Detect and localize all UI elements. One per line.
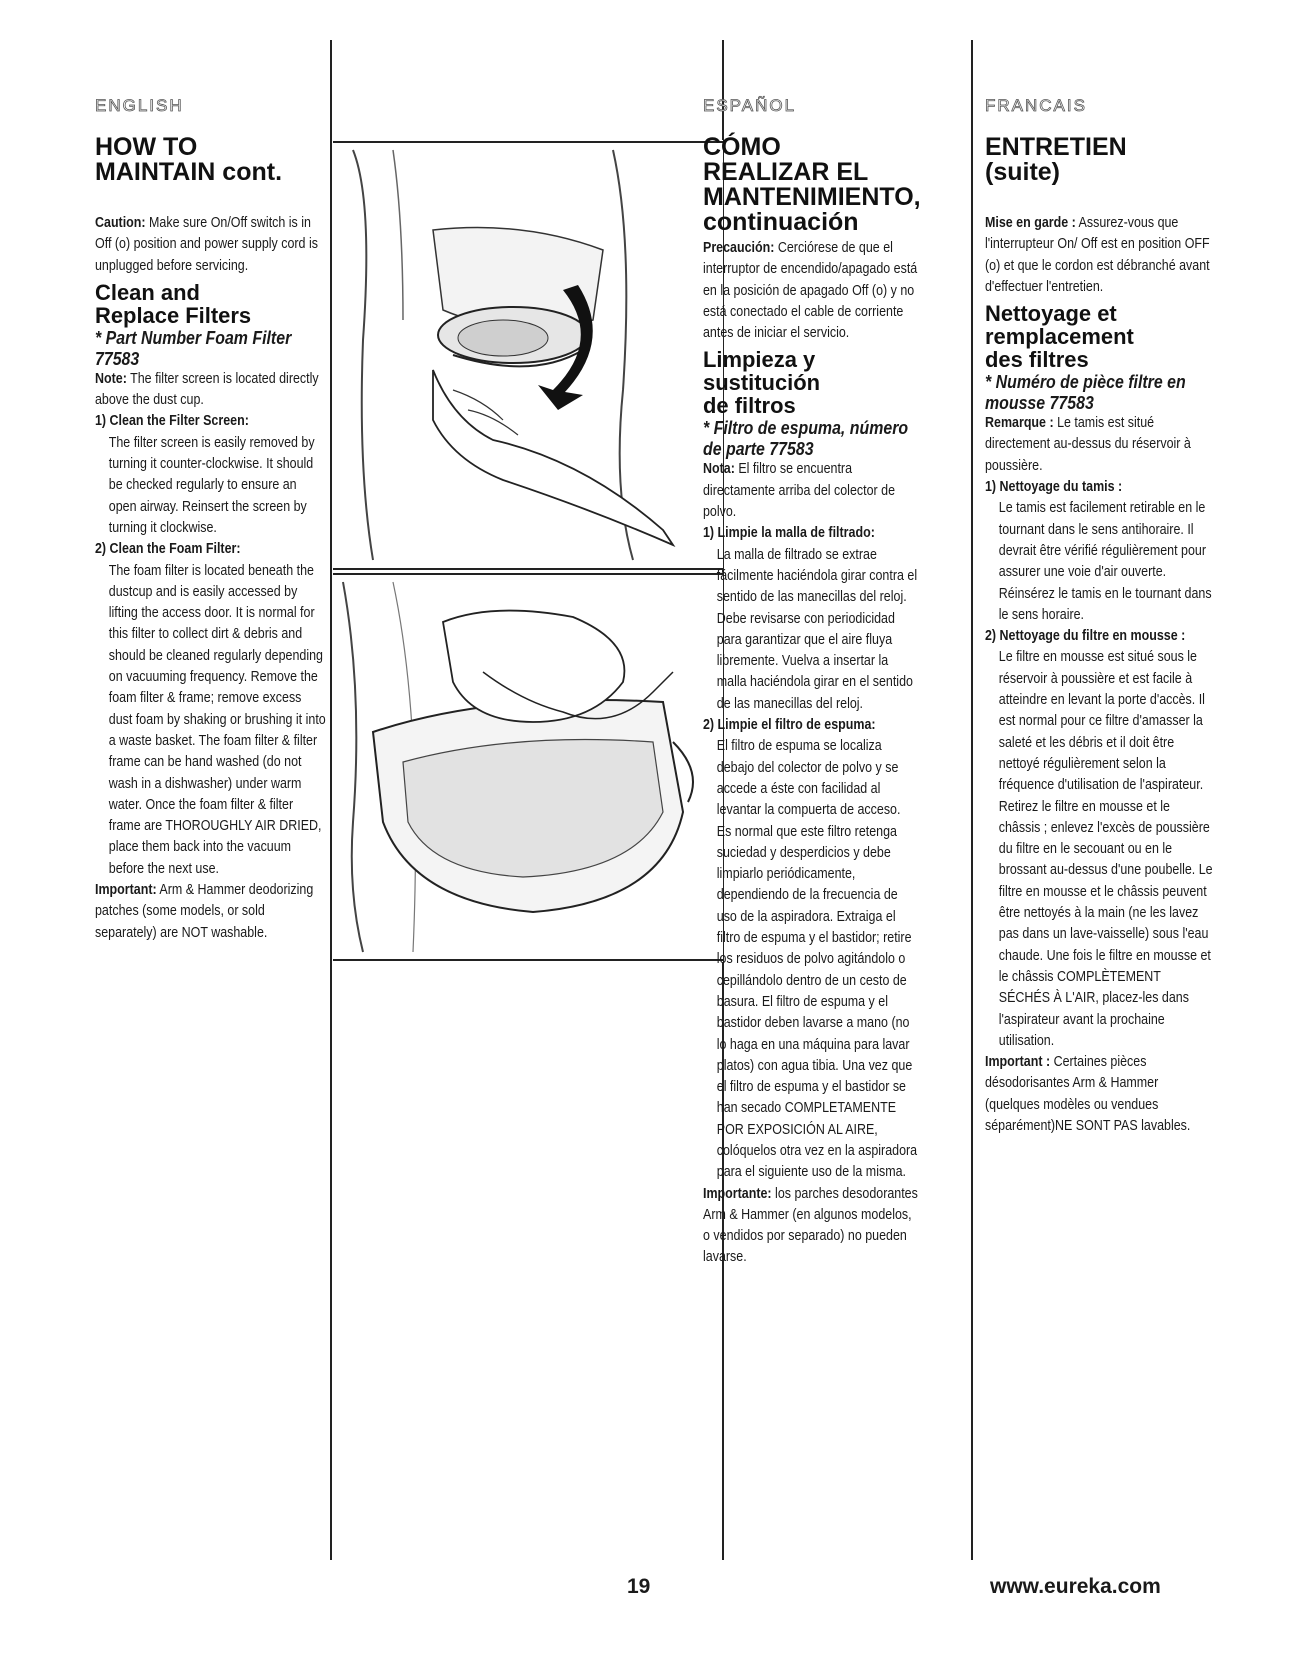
caution-label: Caution: <box>95 215 146 231</box>
important-text: Arm & Hammer deodorizing patches (some models, or sold separately) are NOT washable. <box>95 882 314 941</box>
website-url: www.eureka.com <box>990 1575 1161 1598</box>
step-2-title: 2) Limpie el filtro de espuma: <box>703 717 876 734</box>
column-divider <box>330 40 332 1560</box>
step-1-title: 1) Limpie la malla de filtrado: <box>703 525 875 542</box>
filter-screen-illustration <box>333 140 723 570</box>
page-number: 19 <box>627 1575 651 1598</box>
important-label: Important : <box>985 1054 1051 1071</box>
step-2-text: El filtro de espuma se localiza debajo del colector de polvo y se accede a éste con facilidad al levantar la compuerta de acceso. Es normal que este filtro retenga suciedad y desperdicios y debe limpiarlo periódicamente, dependiendo de la frecuencia de uso de la aspiradora. Extraiga el filtro de espuma y el bastidor; retire los residuos de polvo agitándolo o cepillándolo dentro de un cesto de basura. El filtro de espuma y el bastidor deben lavarse a mano (no lo haga en una máquina para lavar platos) con agua tibia. Una vez que el filtro de espuma y el bastidor se han secado COMPLETAMENTE POR EXPOSICIÓN AL AIRE, colóquelos otra vez en la aspiradora para el siguiente uso de la misma. <box>716 738 918 1181</box>
important-text: los parches desodorantes Arm & Hammer (en algunos modelos, o vendidos por separado) no pueden lavarse. <box>703 1185 918 1266</box>
language-label: FRANCAIS <box>985 96 1087 115</box>
section-heading: HOW TO MAINTAIN cont. <box>95 133 283 186</box>
part-number: * Numéro de pièce filtre en mousse 77583 <box>985 371 1186 414</box>
section-heading: CÓMO REALIZAR EL MANTENIMIENTO, continuación <box>703 133 921 236</box>
note-label: Note: <box>95 370 127 387</box>
step-2-title: 2) Nettoyage du filtre en mousse : <box>985 628 1186 645</box>
section-heading: ENTRETIEN (suite) <box>985 133 1127 186</box>
subsection-heading: Nettoyage et remplacement des filtres <box>985 301 1134 373</box>
important-label: Important: <box>95 882 157 899</box>
step-1-title: 1) Clean the Filter Screen: <box>95 413 249 430</box>
step-2-text: Le filtre en mousse est situé sous le réservoir à poussière et est facile à atteindre en levant la porte d'accès. Il est normal pour ce filtre d'amasser la saleté et les débris et il doit être nettoyé régulièrement selon la fréquence d'utilisation de l'aspirateur. Retirez le filtre en mousse et le châssis ; enlevez l'excès de poussière du filtre en le secouant ou en le brossant au-dessus d'une poubelle. Le filtre en mousse et le châssis peuvent être nettoyés à la main (ne les lavez pas dans un lave-vaisselle) sous l'eau chaude. Une fois le filtre en mousse et le châssis COMPLÈTEMENT SÉCHÉS À L'AIR, placez-les dans l'aspirateur avant la prochaine utilisation. <box>998 649 1213 1049</box>
spanish-body <box>703 238 918 1269</box>
step-1-text: The filter screen is easily removed by turning it counter-clockwise. It should be checked regularly to ensure an open airway. Reinsert the screen by turning it clockwise. <box>108 434 315 536</box>
note-text: Le tamis est situé directement au-dessus du réservoir à poussière. <box>985 415 1191 474</box>
note-text: The filter screen is located directly above the dust cup. <box>95 370 319 409</box>
caution-text: Make sure On/Off switch is in Off (o) position and power supply cord is unplugged before servicing. <box>95 215 318 274</box>
important-label: Importante: <box>703 1185 772 1202</box>
note-text: El filtro se encuentra directamente arriba del colector de polvo. <box>703 461 896 521</box>
french-body <box>985 213 1213 1137</box>
column-divider <box>971 40 973 1560</box>
caution-label: Precaución: <box>703 240 775 256</box>
subsection-heading: Limpieza y sustitución de filtros <box>703 347 821 419</box>
foam-filter-illustration <box>333 572 723 962</box>
caution-label: Mise en garde : <box>985 215 1076 231</box>
english-body <box>95 213 327 944</box>
part-number: * Filtro de espuma, número de parte 77583 <box>703 417 909 460</box>
step-1-text: La malla de filtrado se extrae fácilmente haciéndola girar contra el sentido de las manecillas del reloj. Debe revisarse con periodicidad para garantizar que el aire fluya libremente. Vuelva a insertar la malla haciéndola girar en el sentido de las manecillas del reloj. <box>716 546 918 712</box>
part-number: * Part Number Foam Filter 77583 <box>95 326 292 369</box>
language-label: ENGLISH <box>95 96 184 115</box>
caution-text: Cerciórese de que el interruptor de encendido/apagado está en la posición de apagado Off (o) y no está conectado el cable de corriente antes de iniciar el servicio. <box>703 240 918 342</box>
language-label: ESPAÑOL <box>703 96 797 115</box>
note-label: Nota: <box>703 461 735 478</box>
step-2-text: The foam filter is located beneath the dustcup and is easily accessed by lifting the access door. It is normal for this filter to collect dirt & debris and should be cleaned regularly depending on vacuuming frequency. Remove the foam filter & frame; remove excess dust foam by shaking or brushing it into a waste basket. The foam filter & filter frame can be hand washed (do not wash in a dishwasher) under warm water. Once the foam filter & filter frame are THOROUGHLY AIR DRIED, place them back into the vacuum before the next use. <box>108 562 326 877</box>
step-2-title: 2) Clean the Foam Filter: <box>95 541 241 558</box>
note-label: Remarque : <box>985 415 1054 432</box>
subsection-heading: Clean and Replace Filters <box>95 279 252 328</box>
step-1-title: 1) Nettoyage du tamis : <box>985 479 1123 496</box>
caution-text: Assurez-vous que l'interrupteur On/ Off est en position OFF (o) et que le cordon est débranché avant d'effectuer l'entretien. <box>985 215 1210 295</box>
important-text: Certaines pièces désodorisantes Arm & Hammer (quelques modèles ou vendues séparément)NE SONT PAS lavables. <box>985 1054 1191 1134</box>
step-1-text: Le tamis est facilement retirable en le tournant dans le sens antihoraire. Il devrait être vérifié régulièrement pour assurer une voie d'air ouverte. Réinsérez le tamis en le tournant dans le sens horaire. <box>998 500 1212 623</box>
